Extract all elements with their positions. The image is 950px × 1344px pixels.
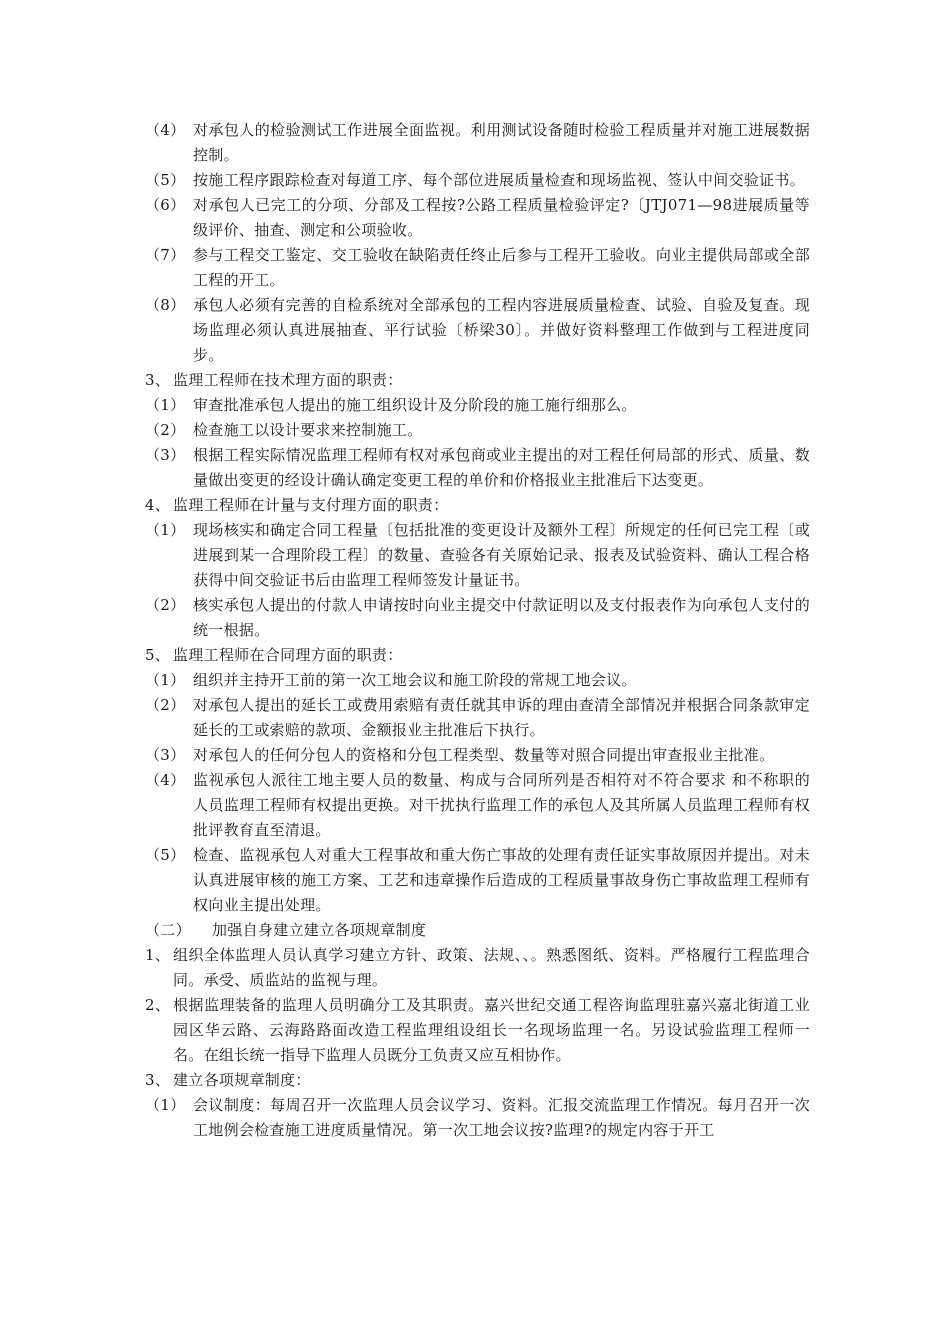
item-number: （1） [145,521,186,539]
list-item [145,168,810,193]
item-text: 监视承包人派往工地主要人员的数量、构成与合同所列是否相符对不符合要求 和不称职的人员监理工程师有权提出更换。对干扰执行监理工作的承包人及其所属人员监理工程师有权批评教育直至清退。 [193,771,810,839]
item-text: 监理工程师在技术理方面的职责： [173,371,403,389]
list-item [145,593,810,643]
item-number: （3） [145,746,186,764]
list-item [145,668,810,693]
item-number: （5） [145,846,186,864]
item-number: 4、 [145,496,171,514]
item-number: 3、 [145,371,171,389]
item-text: 对承包人的检验测试工作进展全面监视。利用测试设备随时检验工程质量并对施工进展数据控制。 [193,121,810,164]
item-number: （2） [145,596,186,614]
item-number: （7） [145,246,186,264]
item-number: （4） [145,121,186,139]
list-item [145,193,810,243]
item-text: 组织全体监理人员认真学习建立方针、政策、法规、、。熟悉图纸、资料。严格履行工程监理合同。承受、质监站的监视与理。 [173,946,810,989]
list-item [145,643,810,668]
item-text: 根据监理装备的监理人员明确分工及其职责。嘉兴世纪交通工程咨询监理驻嘉兴嘉北街道工业园区华云路、云海路路面改造工程监理组设组长一名现场监理一名。另设试验监理工程师一名。在组长统一指导下监理人员既分工负责又应互相协作。 [173,996,810,1064]
item-number: （1） [145,396,186,414]
item-text: 检查、监视承包人对重大工程事故和重大伤亡事故的处理有责任证实事故原因并提出。对未认真进展审核的施工方案、工艺和违章操作后造成的工程质量事故身伤亡事故监理工程师有权向业主提出处理。 [193,846,810,914]
list-item [145,493,810,518]
item-text: 会议制度：每周召开一次监理人员会议学习、资料。汇报交流监理工作情况。每月召开一次工地例会检查施工进度质量情况。第一次工地会议按?监理?的规定内容于开工 [193,1096,810,1139]
item-number: 5、 [145,646,171,664]
list-item [145,368,810,393]
list-item [145,293,810,368]
item-number: （2） [145,696,186,714]
item-text: 按施工程序跟踪检查对每道工序、每个部位进展质量检查和现场监视、签认中间交验证书。 [193,171,806,189]
item-number: 2、 [145,996,171,1014]
item-text: 建立各项规章制度： [173,1071,311,1089]
item-number: （3） [145,446,186,464]
list-item [145,943,810,993]
item-text: 承包人必须有完善的自检系统对全部承包的工程内容进展质量检查、试验、自验及复查。现场监理必须认真进展抽查、平行试验〔桥梁30〕。并做好资料整理工作做到与工程进度同步。 [193,296,810,364]
item-text: 参与工程交工鉴定、交工验收在缺陷责任终止后参与工程开工验收。向业主提供局部或全部工程的开工。 [193,246,810,289]
item-number: 3、 [145,1071,171,1089]
item-text: 检查施工以设计要求来控制施工。 [193,421,423,439]
list-item [145,118,810,168]
item-text: 组织并主持开工前的第一次工地会议和施工阶段的常规工地会议。 [193,671,637,689]
item-number: （二） [145,921,191,939]
list-item [145,743,810,768]
list-item [145,1068,810,1093]
item-text: 对承包人已完工的分项、分部及工程按?公路工程质量检验评定?〔JTJ071—98进展质量等级评价、抽查、测定和公项验收。 [193,196,810,239]
document-body [145,118,810,1143]
list-item [145,993,810,1068]
item-text: 对承包人的任何分包人的资格和分包工程类型、数量等对照合同提出审查报业主批准。 [193,746,775,764]
list-item [145,243,810,293]
list-item [145,443,810,493]
list-item [145,843,810,918]
item-number: （1） [145,1096,186,1114]
item-text: 现场核实和确定合同工程量〔包括批准的变更设计及额外工程〕所规定的任何已完工程〔或进展到某一合理阶段工程〕的数量、查验各有关原始记录、报表及试验资料、确认工程合格获得中间交验证书后由监理工程师签发计量证书。 [193,521,810,589]
list-item [145,693,810,743]
item-text: 核实承包人提出的付款人申请按时向业主提交中付款证明以及支付报表作为向承包人支付的统一根据。 [193,596,810,639]
item-text: 对承包人提出的延长工或费用索赔有责任就其申诉的理由查清全部情况并根据合同条款审定延长的工或索赔的款项、金额报业主批准后下执行。 [193,696,810,739]
item-number: （1） [145,671,186,689]
item-number: （8） [145,296,186,314]
item-text: 加强自身建立建立各项规章制度 [212,921,427,939]
list-item [145,418,810,443]
list-item [145,393,810,418]
item-text: 根据工程实际情况监理工程师有权对承包商或业主提出的对工程任何局部的形式、质量、数量做出变更的经设计确认确定变更工程的单价和价格报业主批准后下达变更。 [193,446,810,489]
item-number: （4） [145,771,186,789]
item-text: 审查批准承包人提出的施工组织设计及分阶段的施工施行细那么。 [193,396,637,414]
item-number: （2） [145,421,186,439]
list-item [145,768,810,843]
list-item [145,1093,810,1143]
item-text: 监理工程师在计量与支付理方面的职责： [173,496,449,514]
item-text: 监理工程师在合同理方面的职责： [173,646,403,664]
item-number: 1、 [145,946,171,964]
list-item [145,518,810,593]
item-number: （5） [145,171,186,189]
item-number: （6） [145,196,186,214]
list-item [145,918,810,943]
